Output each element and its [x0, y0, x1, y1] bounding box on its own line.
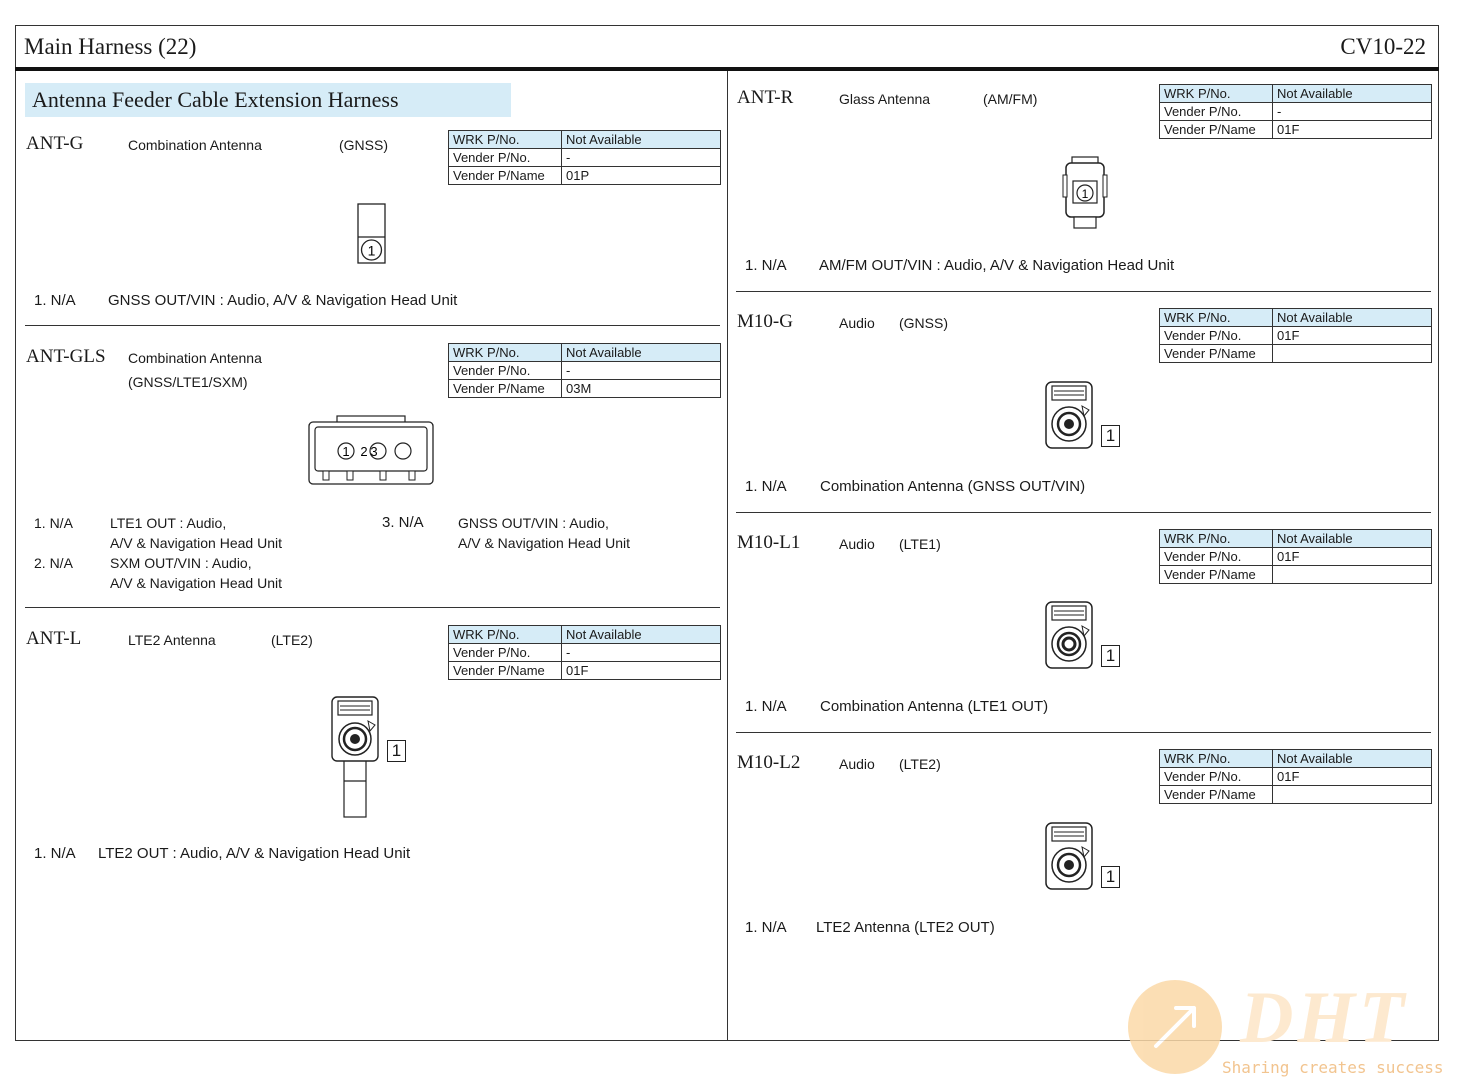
connector-spec: (LTE1) — [899, 536, 941, 552]
pin-number: 1. N/A — [745, 698, 787, 715]
pin-number-box: 1 — [1101, 425, 1120, 447]
part-number-table: WRK P/No. Not Available Vender P/No. 01F Vender P/Name — [1159, 308, 1432, 363]
section-title: Antenna Feeder Cable Extension Harness — [25, 83, 511, 117]
part-number-table: WRK P/No. Not Available Vender P/No. - Vender P/Name 01P — [448, 130, 721, 185]
pin-number: 3 — [370, 444, 378, 459]
pin-number: 1 — [367, 242, 376, 259]
watermark — [1128, 977, 1468, 1080]
pin-description: A/V & Navigation Head Unit — [110, 535, 282, 551]
connector-diagram — [1044, 380, 1094, 450]
watermark-logo-text: DHT — [1240, 977, 1409, 1059]
connector-spec: (LTE2) — [899, 756, 941, 772]
pin-number: 3. N/A — [382, 514, 424, 531]
part-number-table: WRK P/No. Not Available Vender P/No. - Vender P/Name 01F — [448, 625, 721, 680]
pin-number: 1. N/A — [745, 919, 787, 936]
connector-id: M10-G — [737, 311, 793, 332]
connector-spec: (GNSS/LTE1/SXM) — [128, 374, 248, 390]
watermark-logo-icon — [1128, 980, 1222, 1074]
pin-number: 1. N/A — [745, 257, 787, 274]
connector-id: M10-L1 — [737, 532, 801, 553]
pin-description: LTE2 Antenna (LTE2 OUT) — [816, 919, 995, 936]
connector-name: Audio — [839, 315, 875, 331]
pin-description: Combination Antenna (GNSS OUT/VIN) — [820, 478, 1086, 495]
pin-number-box: 1 — [1101, 645, 1120, 667]
connector-spec: (GNSS) — [899, 315, 948, 331]
pin-number: 1. N/A — [34, 515, 73, 531]
connector-diagram — [330, 695, 380, 819]
pin-description: LTE1 OUT : Audio, — [110, 515, 227, 531]
pin-description: Combination Antenna (LTE1 OUT) — [820, 698, 1049, 715]
pin-description: A/V & Navigation Head Unit — [458, 535, 630, 551]
connector-diagram — [357, 203, 387, 265]
connector-spec: (LTE2) — [271, 632, 313, 648]
watermark-tagline: Sharing creates success — [1222, 1058, 1444, 1077]
connector-spec: (GNSS) — [339, 137, 388, 153]
part-number-table: WRK P/No. Not Available Vender P/No. - Vender P/Name 03M — [448, 343, 721, 398]
pin-number: 1. N/A — [34, 845, 76, 862]
pin-number: 1 — [1081, 187, 1089, 201]
connector-id: M10-L2 — [737, 752, 801, 773]
connector-name: Combination Antenna — [128, 350, 262, 366]
page-header — [15, 25, 1439, 71]
pin-number-box: 1 — [1101, 866, 1120, 888]
connector-name: Audio — [839, 756, 875, 772]
separator — [736, 732, 1431, 733]
connector-id: ANT-GLS — [26, 346, 106, 367]
pin-number: 1. N/A — [745, 478, 787, 495]
connector-diagram — [307, 414, 435, 488]
connector-diagram — [1044, 600, 1094, 670]
connector-diagram — [1062, 155, 1108, 231]
connector-name: Combination Antenna — [128, 137, 262, 153]
pin-description: GNSS OUT/VIN : Audio, — [458, 515, 609, 531]
pin-number: 2 — [360, 444, 368, 459]
connector-name: LTE2 Antenna — [128, 632, 216, 648]
separator — [25, 325, 720, 326]
pin-description: LTE2 OUT : Audio, A/V & Navigation Head Unit — [98, 845, 411, 862]
pin-description: AM/FM OUT/VIN : Audio, A/V & Navigation Head Unit — [819, 257, 1175, 274]
page-title: Main Harness (22) — [24, 34, 197, 59]
separator — [736, 512, 1431, 513]
separator — [25, 607, 720, 608]
pin-number-box: 1 — [387, 740, 406, 762]
pin-description: SXM OUT/VIN : Audio, — [110, 555, 252, 571]
part-number-table: WRK P/No. Not Available Vender P/No. 01F Vender P/Name — [1159, 749, 1432, 804]
pin-number: 1 — [342, 444, 350, 459]
pin-description: A/V & Navigation Head Unit — [110, 575, 282, 591]
connector-spec: (AM/FM) — [983, 91, 1038, 107]
connector-id: ANT-G — [26, 133, 84, 154]
separator — [736, 291, 1431, 292]
pin-number: 2. N/A — [34, 555, 73, 571]
connector-name: Audio — [839, 536, 875, 552]
pin-description: GNSS OUT/VIN : Audio, A/V & Navigation Head Unit — [108, 292, 458, 309]
connector-diagram — [1044, 821, 1094, 891]
pin-number: 1. N/A — [34, 292, 76, 309]
page-code: CV10-22 — [1340, 34, 1426, 59]
part-number-table: WRK P/No. Not Available Vender P/No. 01F Vender P/Name — [1159, 529, 1432, 584]
part-number-table: WRK P/No. Not Available Vender P/No. - Vender P/Name 01F — [1159, 84, 1432, 139]
connector-id: ANT-L — [26, 628, 82, 649]
column-divider — [727, 71, 728, 1041]
connector-name: Glass Antenna — [839, 91, 931, 107]
connector-id: ANT-R — [737, 87, 794, 108]
